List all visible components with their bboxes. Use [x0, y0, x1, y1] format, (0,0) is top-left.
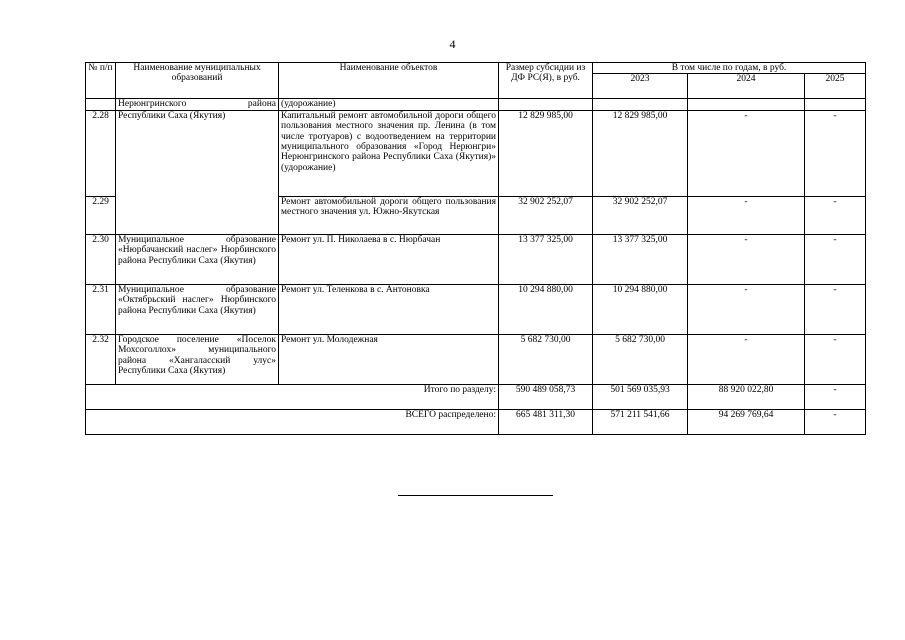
header-years-group: В том числе по годам, в руб.: [593, 63, 866, 74]
cell-2023: 12 829 985,00: [593, 110, 688, 196]
table-row: [86, 284, 866, 334]
header-municipality: Наименование муниципальных образований: [116, 63, 279, 99]
cell-no: 2.29: [86, 196, 116, 234]
header-year-2024: 2024: [688, 74, 805, 99]
grand-total-2024: 94 269 769,64: [688, 409, 805, 434]
cell-2024: -: [688, 234, 805, 284]
cell-subsidy: 32 902 252,07: [499, 196, 593, 234]
header-subsidy: Размер субсидии из ДФ РС(Я), в руб.: [499, 63, 593, 99]
cell-municipality: Нерюнгринского района: [116, 99, 279, 110]
cell-2024: [688, 99, 805, 110]
cell-object: (удорожание): [279, 99, 499, 110]
cell-object: Ремонт автомобильной дороги общего пользования местного значения ул. Южно-Якутская: [279, 196, 499, 234]
cell-2024: -: [688, 196, 805, 234]
header-year-2025: 2025: [805, 74, 866, 99]
total-label: Итого по разделу:: [86, 384, 499, 409]
page-number: 4: [449, 37, 456, 51]
grand-total-2023: 571 211 541,66: [593, 409, 688, 434]
cell-2023: 32 902 252,07: [593, 196, 688, 234]
header-no: № п/п: [86, 63, 116, 99]
cell-municipality: Городское поселение «Поселок Мохсоголлох» муниципального района «Хангаласский улус» Республики Саха (Якутия): [116, 334, 279, 384]
cell-subsidy: 13 377 325,00: [499, 234, 593, 284]
cell-2023: 10 294 880,00: [593, 284, 688, 334]
table-row: [86, 234, 866, 284]
cell-subsidy: 12 829 985,00: [499, 110, 593, 196]
cell-no: 2.31: [86, 284, 116, 334]
header-year-2023: 2023: [593, 74, 688, 99]
cell-subsidy: [499, 99, 593, 110]
grand-total-subsidy: 665 481 311,30: [499, 409, 593, 434]
cell-2025: -: [805, 110, 866, 196]
cell-2024: -: [688, 284, 805, 334]
total-2024: 88 920 022,80: [688, 384, 805, 409]
cell-object: Ремонт ул. П. Николаева в с. Нюрбачан: [279, 234, 499, 284]
cell-municipality: Муниципальное образование «Нюрбачанский наслег» Нюрбинского района Республики Саха (Якутия): [116, 234, 279, 284]
footer-divider: [398, 495, 553, 496]
cell-municipality: Республики Саха (Якутия): [116, 110, 279, 234]
total-subsidy: 590 489 058,73: [499, 384, 593, 409]
table-row: [86, 99, 866, 110]
cell-2025: -: [805, 334, 866, 384]
grand-total-row: [86, 409, 866, 434]
cell-2024: -: [688, 110, 805, 196]
table-row: [86, 110, 866, 196]
cell-2024: -: [688, 334, 805, 384]
total-2025: -: [805, 384, 866, 409]
cell-municipality: Муниципальное образование «Октябрьский наслег» Нюрбинского района Республики Саха (Якутия): [116, 284, 279, 334]
cell-no: 2.32: [86, 334, 116, 384]
subsidy-table: [85, 62, 866, 435]
cell-no: 2.28: [86, 110, 116, 196]
grand-total-label: ВСЕГО распределено:: [86, 409, 499, 434]
cell-2023: 13 377 325,00: [593, 234, 688, 284]
grand-total-2025: -: [805, 409, 866, 434]
cell-2025: -: [805, 284, 866, 334]
total-row: [86, 384, 866, 409]
cell-object: Ремонт ул. Теленкова в с. Антоновка: [279, 284, 499, 334]
cell-2025: [805, 99, 866, 110]
total-2023: 501 569 035,93: [593, 384, 688, 409]
cell-subsidy: 5 682 730,00: [499, 334, 593, 384]
cell-no: 2.30: [86, 234, 116, 284]
cell-2023: 5 682 730,00: [593, 334, 688, 384]
cell-object: Ремонт ул. Молодежная: [279, 334, 499, 384]
cell-object: Капитальный ремонт автомобильной дороги общего пользования местного значения пр. Ленина (в том числе тротуаров) с водоотведением на территории муниципального образования «Город Нерюнгри» Нерюнгринского района Республики Саха (Якутия)» (удорожание): [279, 110, 499, 196]
cell-2025: -: [805, 196, 866, 234]
cell-2023: [593, 99, 688, 110]
cell-2025: -: [805, 234, 866, 284]
cell-subsidy: 10 294 880,00: [499, 284, 593, 334]
header-object: Наименование объектов: [279, 63, 499, 99]
table-row: [86, 334, 866, 384]
cell-no: [86, 99, 116, 110]
